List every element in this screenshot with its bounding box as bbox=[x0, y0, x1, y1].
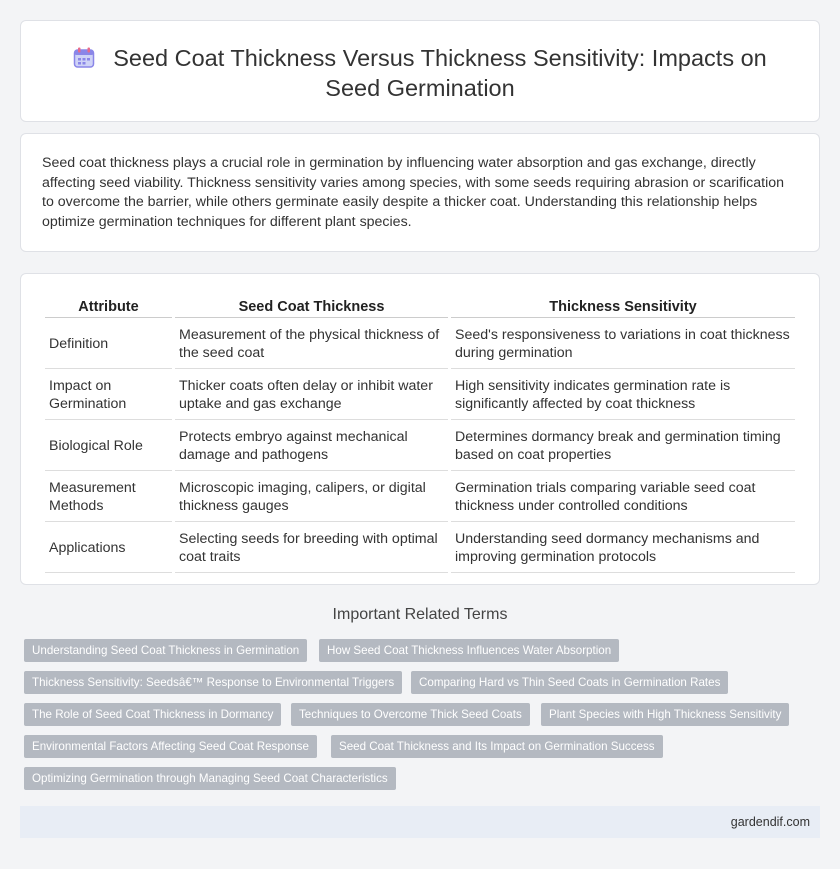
intro-paragraph: Seed coat thickness plays a crucial role in germination by influencing water absorption and gas exchange, directly affecting seed viability. Thickness sensitivity varies among species, with some seeds requiring abrasion or scarification to overcome the barrier, while others germinate easily despite a thicker coat. Understanding this relationship helps optimize germination techniques for different plant species. bbox=[42, 155, 785, 230]
row-attribute: Applications bbox=[45, 524, 172, 573]
row-seed-coat-thickness: Selecting seeds for breeding with optimal coat traits bbox=[175, 524, 448, 573]
row-seed-coat-thickness: Protects embryo against mechanical damage and pathogens bbox=[175, 422, 448, 471]
row-seed-coat-thickness: Thicker coats often delay or inhibit water uptake and gas exchange bbox=[175, 371, 448, 420]
related-term-link[interactable]: Thickness Sensitivity: Seedsâ€™ Response to Environmental Triggers bbox=[24, 671, 402, 694]
page-title-wrap bbox=[21, 43, 819, 103]
row-attribute: Definition bbox=[45, 320, 172, 369]
table-row bbox=[45, 371, 795, 420]
related-term-link[interactable]: Understanding Seed Coat Thickness in Germination bbox=[24, 639, 307, 662]
footer-site[interactable]: gardendif.com bbox=[730, 815, 810, 829]
table-row bbox=[45, 422, 795, 471]
related-term-link[interactable]: Plant Species with High Thickness Sensitivity bbox=[541, 703, 789, 726]
row-attribute: Biological Role bbox=[45, 422, 172, 471]
row-thickness-sensitivity: Seed's responsiveness to variations in coat thickness during germination bbox=[451, 320, 795, 369]
table-row bbox=[45, 320, 795, 369]
row-seed-coat-thickness: Measurement of the physical thickness of the seed coat bbox=[175, 320, 448, 369]
row-seed-coat-thickness: Microscopic imaging, calipers, or digital thickness gauges bbox=[175, 473, 448, 522]
header-attribute: Attribute bbox=[45, 297, 172, 318]
row-thickness-sensitivity: Germination trials comparing variable seed coat thickness under controlled conditions bbox=[451, 473, 795, 522]
row-attribute: Impact on Germination bbox=[45, 371, 172, 420]
header-card bbox=[20, 20, 820, 122]
comparison-table-card bbox=[20, 273, 820, 585]
row-thickness-sensitivity: Determines dormancy break and germination timing based on coat properties bbox=[451, 422, 795, 471]
related-term-link[interactable]: The Role of Seed Coat Thickness in Dormancy bbox=[24, 703, 281, 726]
table-row bbox=[45, 473, 795, 522]
related-term-link[interactable]: Techniques to Overcome Thick Seed Coats bbox=[291, 703, 530, 726]
related-term-link[interactable]: Optimizing Germination through Managing Seed Coat Characteristics bbox=[24, 767, 396, 790]
footer bbox=[20, 806, 820, 838]
related-term-link[interactable]: How Seed Coat Thickness Influences Water Absorption bbox=[319, 639, 619, 662]
header-thickness-sensitivity: Thickness Sensitivity bbox=[451, 297, 795, 318]
related-terms-title: Important Related Terms bbox=[332, 606, 508, 623]
table-header-row bbox=[45, 297, 795, 318]
related-term-link[interactable]: Seed Coat Thickness and Its Impact on Germination Success bbox=[331, 735, 663, 758]
row-thickness-sensitivity: High sensitivity indicates germination rate is significantly affected by coat thickness bbox=[451, 371, 795, 420]
row-attribute: Measurement Methods bbox=[45, 473, 172, 522]
related-term-link[interactable]: Comparing Hard vs Thin Seed Coats in Germination Rates bbox=[411, 671, 728, 694]
related-term-link[interactable]: Environmental Factors Affecting Seed Coat Response bbox=[24, 735, 317, 758]
row-thickness-sensitivity: Understanding seed dormancy mechanisms and improving germination protocols bbox=[451, 524, 795, 573]
intro-card bbox=[20, 133, 820, 252]
comparison-table bbox=[42, 295, 798, 575]
table-row bbox=[45, 524, 795, 573]
page-title: Seed Coat Thickness Versus Thickness Sensitivity: Impacts on Seed Germination bbox=[113, 45, 767, 101]
header-seed-coat-thickness: Seed Coat Thickness bbox=[175, 297, 448, 318]
calendar-icon bbox=[73, 47, 95, 69]
